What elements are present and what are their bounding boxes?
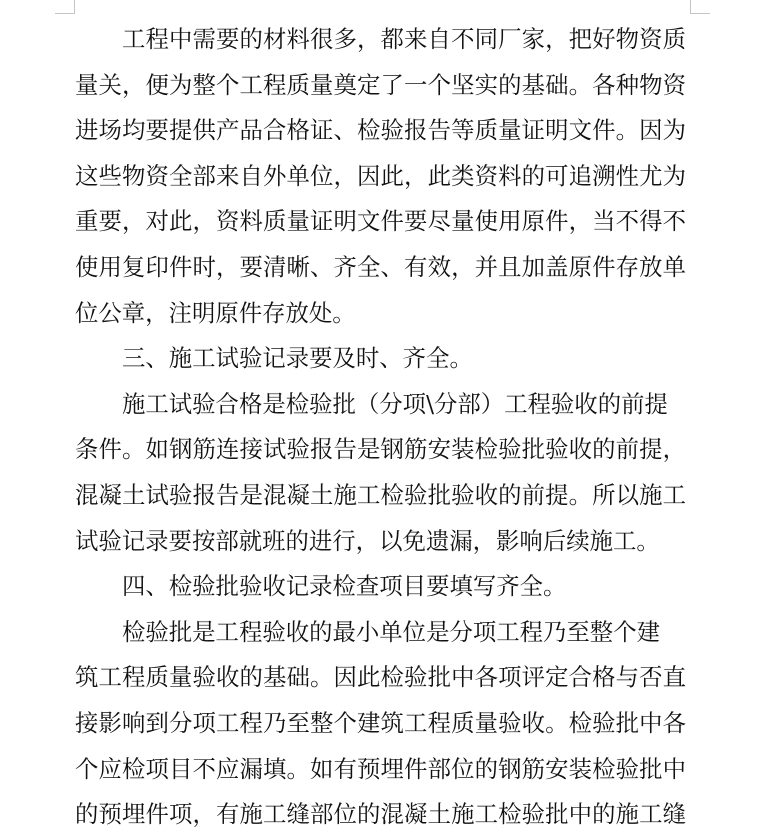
heading-line: 四、检验批验收记录检查项目要填写齐全。 [122,572,567,601]
heading-line: 三、施工试验记录要及时、齐全。 [122,344,473,373]
text-line: 工程中需要的材料很多，都来自不同厂家，把好物资质 [122,25,686,53]
paragraph-materials [75,17,686,336]
section-heading-3 [75,336,686,382]
text-line: 重要，对此，资料质量证明文件要尽量使用原件，当不得不 [75,207,686,236]
text-line: 进场均要提供产品合格证、检验报告等质量证明文件。因为 [75,116,686,145]
text-line: 施工试验合格是检验批（分项\分部）工程验收的前提 [122,389,668,418]
text-line: 量关，便为整个工程质量奠定了一个坚实的基础。各种物资 [75,70,686,99]
text-line: 条件。如钢筋连接试验报告是钢筋安装检验批验收的前提， [75,435,686,464]
text-line: 混凝土试验报告是混凝土施工检验批验收的前提。所以施工 [75,480,686,509]
text-line: 这些物资全部来自外单位，因此，此类资料的可追溯性尤为 [75,161,686,190]
text-line: 接影响到分项工程乃至整个建筑工程质量验收。检验批中各 [75,708,686,737]
text-line: 的预埋件项，有施工缝部位的混凝土施工检验批中的施工缝 [75,800,686,829]
text-line: 筑工程质量验收的基础。因此检验批中各项评定合格与否直 [75,663,686,692]
document-body[interactable] [75,17,686,832]
margin-corner-mark-top-left [55,0,75,14]
text-line: 试验记录要按部就班的进行，以免遗漏，影响后续施工。 [75,526,660,555]
text-line: 检验批是工程验收的最小单位是分项工程乃至整个建 [122,617,660,646]
paragraph-inspection-batch [75,610,686,832]
text-line: 个应检项目不应漏填。如有预埋件部位的钢筋安装检验批中 [75,754,686,783]
section-heading-4 [75,564,686,610]
paragraph-test-records [75,382,686,564]
text-line: 位公章，注明原件存放处。 [75,298,356,327]
margin-corner-mark-top-right [690,0,710,14]
text-line: 使用复印件时，要清晰、齐全、有效，并且加盖原件存放单 [75,252,686,281]
